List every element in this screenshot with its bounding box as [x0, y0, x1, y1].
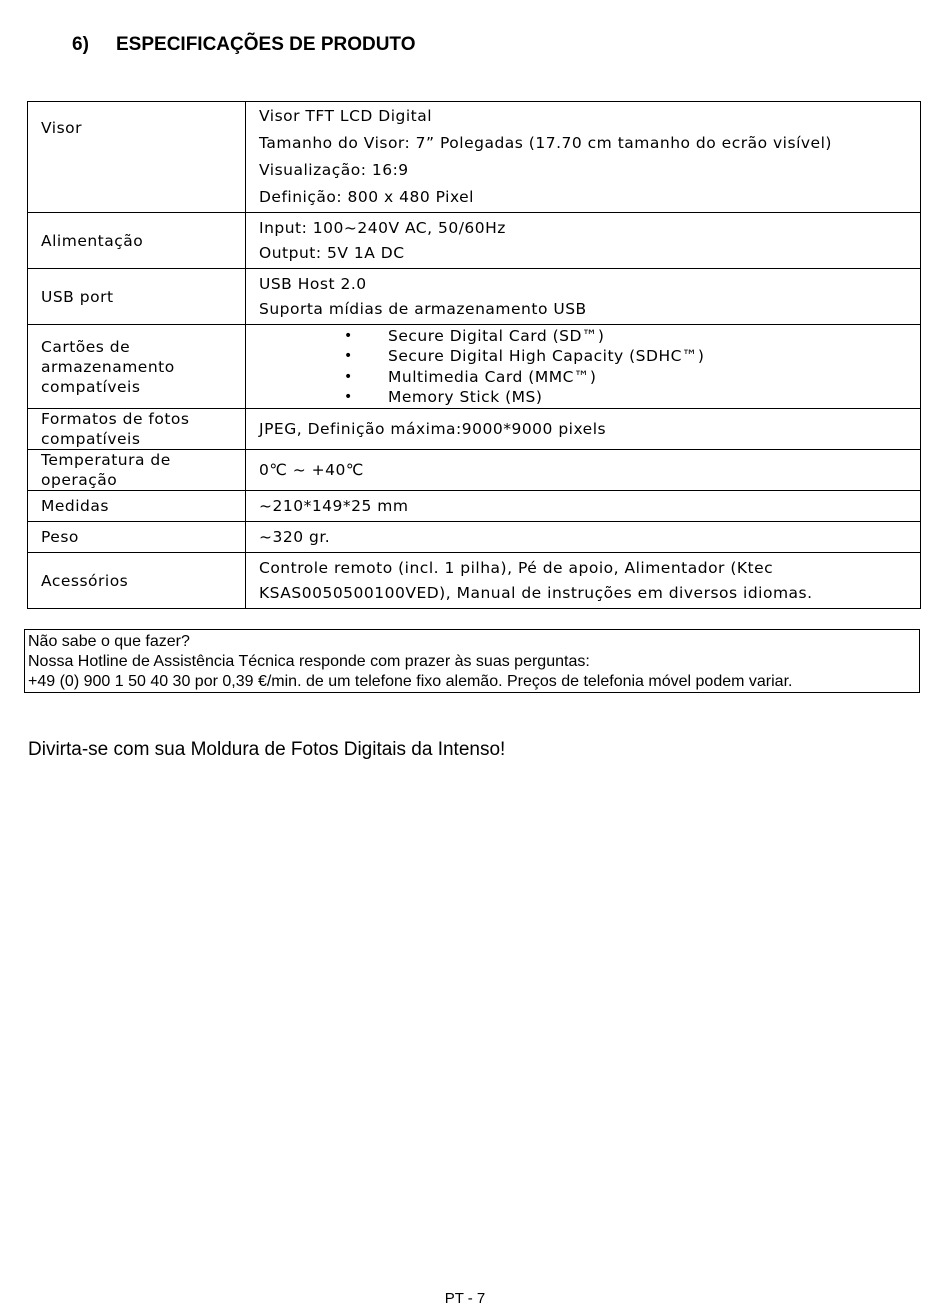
spec-row-accessories — [28, 553, 921, 609]
section-heading — [72, 34, 415, 56]
page-number: PT - 7 — [444, 1290, 486, 1307]
spec-line: Visualização: 16:9 — [259, 161, 409, 179]
spec-line: Tamanho do Visor: 7” Polegadas (17.70 cm tamanho do ecrão visível) — [259, 134, 832, 152]
spec-value — [246, 409, 921, 450]
hotline-question: Não sabe o que fazer? — [28, 633, 190, 650]
spec-label: Medidas — [28, 491, 246, 522]
spec-value — [246, 325, 921, 409]
list-item: • Secure Digital High Capacity (SDHC™) — [344, 346, 920, 367]
spec-row-visor — [28, 102, 921, 213]
spec-line: ~210*149*25 mm — [259, 497, 409, 515]
hotline-number: +49 (0) 900 1 50 40 30 por 0,39 €/min. de um telefone fixo alemão. Preços de telefonia móvel podem variar. — [28, 673, 793, 690]
section-title: ESPECIFICAÇÕES DE PRODUTO — [116, 34, 416, 55]
spec-value — [246, 102, 921, 213]
spec-row-weight — [28, 522, 921, 553]
spec-line: USB Host 2.0 — [259, 275, 367, 293]
spec-label: Alimentação — [28, 213, 246, 269]
list-item: • Multimedia Card (MMC™) — [344, 367, 920, 388]
hotline-box — [24, 629, 920, 693]
list-item: • Memory Stick (MS) — [344, 387, 920, 408]
spec-value — [246, 269, 921, 325]
spec-label: USB port — [28, 269, 246, 325]
spec-line: Visor TFT LCD Digital — [259, 107, 433, 125]
list-item: • Secure Digital Card (SD™) — [344, 326, 920, 347]
spec-row-alimentacao — [28, 213, 921, 269]
spec-line: Output: 5V 1A DC — [259, 243, 405, 262]
spec-line: Controle remoto (incl. 1 pilha), Pé de apoio, Alimentador (Ktec — [259, 559, 774, 577]
spec-label: Temperatura de operação — [28, 450, 246, 491]
spec-line: Input: 100~240V AC, 50/60Hz — [259, 219, 506, 237]
spec-value — [246, 450, 921, 491]
spec-table — [27, 101, 921, 609]
section-number: 6) — [72, 34, 89, 55]
spec-line: Definição: 800 x 480 Pixel — [259, 188, 474, 206]
spec-line: JPEG, Definição máxima:9000*9000 pixels — [259, 420, 607, 438]
spec-label: Peso — [28, 522, 246, 553]
spec-line: Suporta mídias de armazenamento USB — [259, 299, 587, 318]
spec-line: KSAS0050500100VED), Manual de instruções em diversos idiomas. — [259, 583, 813, 602]
spec-line: ~320 gr. — [259, 528, 331, 546]
spec-label: Acessórios — [28, 553, 246, 609]
spec-label: Visor — [28, 102, 246, 213]
spec-row-cards — [28, 325, 921, 409]
hotline-intro: Nossa Hotline de Assistência Técnica responde com prazer às suas perguntas: — [28, 653, 590, 670]
closing-message: Divirta-se com sua Moldura de Fotos Digitais da Intenso! — [28, 739, 506, 760]
spec-value — [246, 213, 921, 269]
spec-label: Formatos de fotos compatíveis — [28, 409, 246, 450]
spec-row-photo-formats — [28, 409, 921, 450]
spec-value — [246, 522, 921, 553]
spec-value — [246, 553, 921, 609]
spec-label: Cartões de armazenamento compatíveis — [28, 325, 246, 409]
spec-value — [246, 491, 921, 522]
card-list — [259, 326, 920, 408]
spec-line: 0℃ ~ +40℃ — [259, 461, 364, 479]
spec-row-usb — [28, 269, 921, 325]
spec-row-temperature — [28, 450, 921, 491]
spec-row-dimensions — [28, 491, 921, 522]
